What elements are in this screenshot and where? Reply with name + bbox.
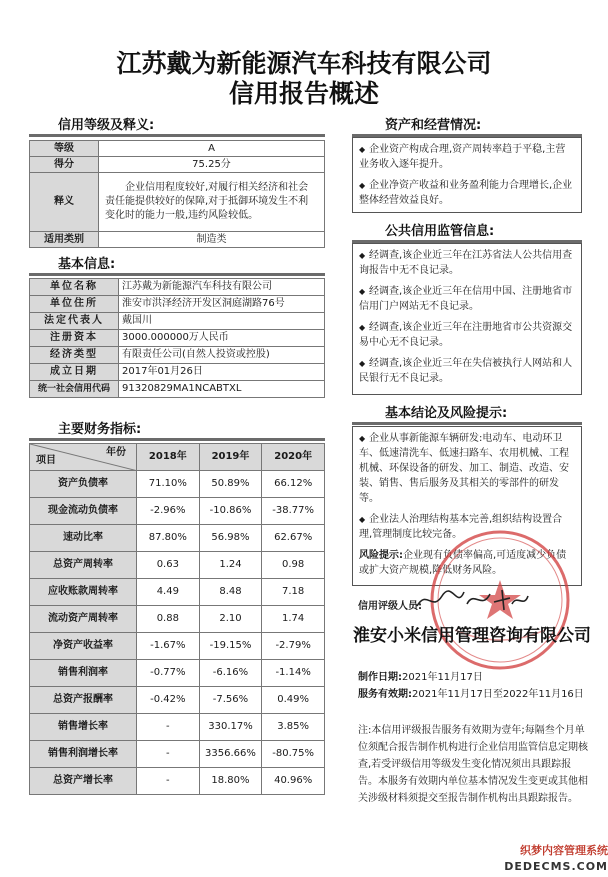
finance-label: 总资产报酬率 xyxy=(30,687,137,714)
list-item: ◆ 经调查,该企业近三年在信用中国、注册地省市信用门户网站无不良记录。 xyxy=(359,286,573,312)
basic-label: 成立日期 xyxy=(30,364,119,381)
credit-category-value: 制造类 xyxy=(99,232,325,248)
table-row xyxy=(30,296,325,313)
diamond-bullet-icon: ◆ xyxy=(359,181,366,190)
table-row xyxy=(30,660,325,687)
basic-value: 91320829MA1NCABTXL xyxy=(119,381,325,398)
basic-value: 戴国川 xyxy=(119,313,325,330)
finance-label: 销售增长率 xyxy=(30,714,137,741)
basic-value: 2017年01月26日 xyxy=(119,364,325,381)
table-row xyxy=(30,232,325,248)
credit-grade-value: A xyxy=(99,141,325,157)
basic-value: 淮安市洪泽经济开发区洞庭湖路76号 xyxy=(119,296,325,313)
finance-value: 87.80% xyxy=(137,525,200,552)
finance-value: 0.49% xyxy=(262,687,325,714)
credit-section-title: 信用等级及释义: xyxy=(58,118,155,133)
finance-header-year: 年份 xyxy=(106,447,126,458)
monitor-box xyxy=(352,243,582,395)
diamond-bullet-icon: ◆ xyxy=(359,434,366,443)
finance-value: - xyxy=(137,741,200,768)
finance-label: 资产负债率 xyxy=(30,471,137,498)
report-title-company: 江苏戴为新能源汽车科技有限公司 xyxy=(116,49,492,78)
finance-value: - xyxy=(137,714,200,741)
basic-label: 统一社会信用代码 xyxy=(30,381,119,398)
finance-value: -7.56% xyxy=(199,687,262,714)
basic-value: 有限责任公司(自然人投资或控股) xyxy=(119,347,325,364)
finance-label: 净资产收益率 xyxy=(30,633,137,660)
diamond-bullet-icon: ◆ xyxy=(359,251,366,260)
finance-year-2019: 2019年 xyxy=(199,444,262,471)
finance-value: -1.67% xyxy=(137,633,200,660)
report-note: 注:本信用评级报告服务有效期为壹年;每隔叁个月单位须配合报告制作机构进行企业信用监管信息定期核查,若受评级信用等级发生变化情况须出具跟踪报告。本服务有效期内单位基本情况发生变更或其他相关涉级材料须提交至报告制作机构出具跟踪报告。 xyxy=(358,725,588,804)
list-item: ◆ 企业从事新能源车辆研发:电动车、电动环卫车、低速清洗车、低速扫路车、农用机械、工程机械、环保设备的研发、加工、制造、改造、安装、销售、售后服务及其相关的零部件的研发等。 xyxy=(359,433,569,504)
credit-score-value: 75.25分 xyxy=(99,157,325,173)
credit-meaning-value: 企业信用程度较好,对履行相关经济和社会责任能提供较好的保障,对于抵御环境发生不利变化时的能力一般,违约风险较低。 xyxy=(99,173,325,232)
basic-label: 经济类型 xyxy=(30,347,119,364)
finance-value: 0.63 xyxy=(137,552,200,579)
finance-value: -19.15% xyxy=(199,633,262,660)
diamond-bullet-icon: ◆ xyxy=(359,323,366,332)
conclusion-section-title: 基本结论及风险提示: xyxy=(385,406,508,421)
finance-value: 50.89% xyxy=(199,471,262,498)
finance-value: -0.77% xyxy=(137,660,200,687)
table-row xyxy=(30,141,325,157)
table-row xyxy=(30,347,325,364)
table-row xyxy=(30,157,325,173)
basic-section-title: 基本信息: xyxy=(58,257,116,272)
diamond-bullet-icon: ◆ xyxy=(359,287,366,296)
table-row xyxy=(30,330,325,347)
finance-label: 总资产周转率 xyxy=(30,552,137,579)
finance-value: - xyxy=(137,768,200,795)
watermark-line2: DEDECMS.COM xyxy=(504,860,608,873)
finance-year-2018: 2018年 xyxy=(137,444,200,471)
finance-header-item: 项目 xyxy=(36,455,56,466)
finance-value: -38.77% xyxy=(262,498,325,525)
finance-section-title: 主要财务指标: xyxy=(58,422,142,437)
finance-value: -6.16% xyxy=(199,660,262,687)
finance-label: 销售利润增长率 xyxy=(30,741,137,768)
finance-label: 现金流动负债率 xyxy=(30,498,137,525)
credit-table xyxy=(29,140,325,248)
finance-value: 7.18 xyxy=(262,579,325,606)
finance-value: 40.96% xyxy=(262,768,325,795)
table-row xyxy=(30,714,325,741)
finance-value: 4.49 xyxy=(137,579,200,606)
table-row xyxy=(30,313,325,330)
rater-label: 信用评级人员: xyxy=(358,601,422,612)
made-date: 制作日期:2021年11月17日 xyxy=(358,672,483,683)
finance-label: 流动资产周转率 xyxy=(30,606,137,633)
table-row xyxy=(30,471,325,498)
finance-year-2020: 2020年 xyxy=(262,444,325,471)
diamond-bullet-icon: ◆ xyxy=(359,359,366,368)
rating-agency: 淮安小米信用管理咨询有限公司 xyxy=(353,626,591,646)
table-row xyxy=(30,768,325,795)
conclusion-section-bar xyxy=(352,422,582,425)
watermark-line1: 织梦内容管理系统 xyxy=(520,844,608,857)
table-row xyxy=(30,381,325,398)
table-row xyxy=(30,173,325,232)
table-header-row xyxy=(30,444,325,471)
finance-value: 18.80% xyxy=(199,768,262,795)
report-title: 信用报告概述 xyxy=(228,79,379,108)
finance-value: 0.98 xyxy=(262,552,325,579)
credit-grade-label: 等级 xyxy=(30,141,99,157)
basic-label: 法定代表人 xyxy=(30,313,119,330)
credit-score-label: 得分 xyxy=(30,157,99,173)
table-row xyxy=(30,525,325,552)
finance-value: 8.48 xyxy=(199,579,262,606)
diamond-bullet-icon: ◆ xyxy=(359,515,366,524)
finance-value: 3.85% xyxy=(262,714,325,741)
finance-value: -1.14% xyxy=(262,660,325,687)
table-row xyxy=(30,579,325,606)
basic-info-table xyxy=(29,278,325,398)
finance-value: 1.24 xyxy=(199,552,262,579)
basic-label: 注册资本 xyxy=(30,330,119,347)
diamond-bullet-icon: ◆ xyxy=(359,145,366,154)
finance-value: 66.12% xyxy=(262,471,325,498)
watermark xyxy=(496,843,608,877)
list-item: ◆ 经调查,该企业近三年在江苏省法人公共信用查询报告中无不良记录。 xyxy=(359,250,573,276)
table-row xyxy=(30,498,325,525)
finance-section-bar xyxy=(29,438,325,441)
basic-section-bar xyxy=(29,273,325,276)
table-row xyxy=(30,606,325,633)
basic-label: 单位名称 xyxy=(30,279,119,296)
basic-value: 3000.000000万人民币 xyxy=(119,330,325,347)
finance-value: -0.42% xyxy=(137,687,200,714)
table-row xyxy=(30,279,325,296)
finance-value: 330.17% xyxy=(199,714,262,741)
assets-section-title: 资产和经营情况: xyxy=(385,118,482,133)
table-row xyxy=(30,687,325,714)
credit-meaning-label: 释义 xyxy=(30,173,99,232)
credit-category-label: 适用类别 xyxy=(30,232,99,248)
table-row xyxy=(30,364,325,381)
finance-value: 71.10% xyxy=(137,471,200,498)
finance-value: -80.75% xyxy=(262,741,325,768)
signature-icon xyxy=(412,584,532,616)
valid-range: 服务有效期:2021年11月17日至2022年11月16日 xyxy=(358,689,584,700)
finance-header-corner xyxy=(30,444,137,471)
finance-label: 总资产增长率 xyxy=(30,768,137,795)
finance-value: -10.86% xyxy=(199,498,262,525)
finance-label: 销售利润率 xyxy=(30,660,137,687)
finance-value: -2.96% xyxy=(137,498,200,525)
table-row xyxy=(30,633,325,660)
credit-section-bar xyxy=(29,134,325,137)
finance-table xyxy=(29,443,325,795)
list-item: ◆ 企业法人治理结构基本完善,组织结构设置合理,管理制度比较完备。 xyxy=(359,514,563,540)
basic-value: 江苏戴为新能源汽车科技有限公司 xyxy=(119,279,325,296)
finance-label: 速动比率 xyxy=(30,525,137,552)
list-item: ◆ 经调查,该企业近三年在注册地省市公共资源交易中心无不良记录。 xyxy=(359,322,573,348)
finance-value: -2.79% xyxy=(262,633,325,660)
finance-value: 1.74 xyxy=(262,606,325,633)
risk-label: 风险提示: xyxy=(359,550,403,561)
finance-value: 2.10 xyxy=(199,606,262,633)
finance-value: 62.67% xyxy=(262,525,325,552)
finance-label: 应收账款周转率 xyxy=(30,579,137,606)
finance-value: 0.88 xyxy=(137,606,200,633)
list-item: ◆ 企业净资产收益和业务盈利能力合理增长,企业整体经营效益良好。 xyxy=(359,180,573,206)
finance-value: 3356.66% xyxy=(199,741,262,768)
table-row xyxy=(30,552,325,579)
list-item: ◆ 经调查,该企业近三年在失信被执行人网站和人民银行无不良记录。 xyxy=(359,358,573,384)
finance-value: 56.98% xyxy=(199,525,262,552)
basic-label: 单位住所 xyxy=(30,296,119,313)
assets-box xyxy=(352,137,582,213)
risk-text: 企业现有负债率偏高,可适度减少负债或扩大资产规模,降低财务风险。 xyxy=(359,550,567,576)
monitor-section-title: 公共信用监管信息: xyxy=(385,224,495,239)
list-item: ◆ 企业资产构成合理,资产周转率趋于平稳,主营业务收入逐年提升。 xyxy=(359,144,566,170)
table-row xyxy=(30,741,325,768)
